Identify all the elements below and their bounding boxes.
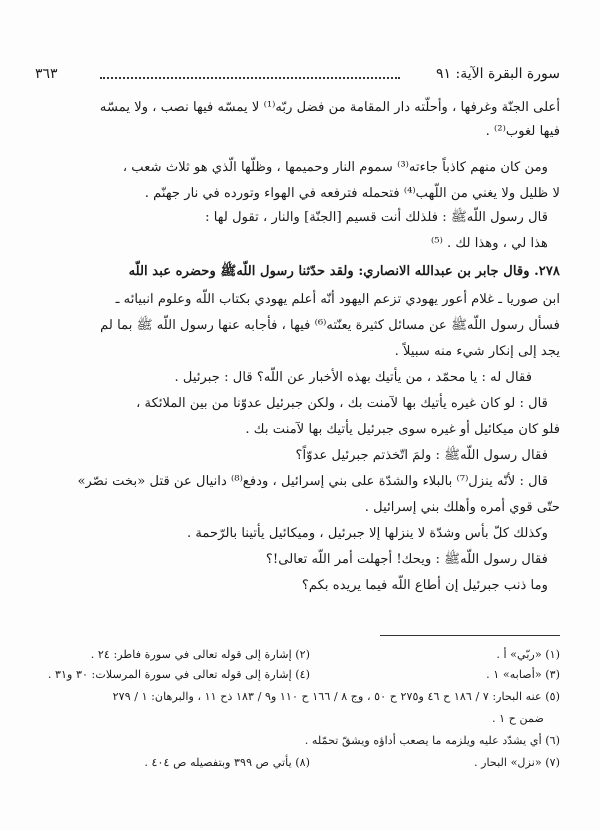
running-header (0, 66, 600, 88)
page-number: ٣٦٣ (35, 66, 58, 82)
text-line: ومن كان منهم كاذباً جاءته⁽³⁾ سموم النار وحميمها ، وظلّها الّذي هو ثلاث شعب ، (122, 160, 548, 175)
text-line: لا ظليل ولا يغني من اللّهب⁽⁴⁾ فتحمله فترفعه في الهواء وتورده في نار جهنّم . (144, 186, 560, 201)
footnote-1: (١) «ربّي» أ . (496, 648, 560, 661)
text-line: فقال له : يا محمّد ، من يأتيك بهذه الأخبار عن اللّه؟ قال : جبرئيل . (174, 370, 532, 385)
text-line: وما ذنب جبرئيل إن أطاع اللّه فيما يريده بكم؟ (301, 578, 548, 593)
text-line: يجد إلى إنكار شيء منه سبيلاً . (394, 344, 560, 359)
text-line: وكذلك كلّ بأس وشدّة لا ينزلها إلا جبرئيل ، وميكائيل يأتينا بالرّحمة . (186, 526, 548, 541)
header-title: سورة البقرة الآية: ٩١ (436, 66, 560, 82)
text-line: هذا لي ، وهذا لك . ⁽⁵⁾ (431, 236, 548, 251)
footnote-5: (٥) عنه البحار: ٧ / ١٨٦ ح ٤٦ و٢٧٥ ح ٥٠ ، وج ٨ / ١٦٦ ح ١١٠ و٩ / ١٨٣ ذح ١١ ، والبرهان: ١ / ٢٧٩ (112, 690, 560, 703)
footnote-separator (380, 635, 560, 636)
footnote-5-continued: ضمن ح ١ . (492, 712, 544, 725)
hadith-heading-line: ٢٧٨. وقال جابر بن عبدالله الانصاري: ولقد حدّثنا رسول اللّهﷺ وحضره عبد اللّه (128, 264, 560, 279)
footnote-6: (٦) أي يشدّد عليه ويلزمه ما يصعب أداؤه ويشقّ تحمّله . (304, 734, 560, 747)
text-line: أعلى الجنّة وغرفها ، وأحلّته دار المقامة من فضل ربّه⁽¹⁾ لا يمسّه فيها نصب ، ولا يمسّه (99, 100, 560, 115)
text-line: فيها لغوب⁽²⁾ . (485, 124, 560, 139)
text-line: قال رسول اللّهﷺ : فلذلك أنت قسيم [الجنّة] والنار ، تقول لها : (205, 210, 548, 225)
footnote-4: (٤) إشارة إلى قوله تعالى في سورة المرسلات: ٣٠ و٣١ . (47, 668, 310, 681)
text-line: قال : لو كان غيره يأتيك بها لآمنت بك ، ولكن جبرئيل عدوّنا من بين الملائكة ، (136, 396, 548, 411)
text-line: ابن صوريا ـ غلام أعور يهودي تزعم اليهود أنّه أعلم يهودي بكتاب اللّه وعلوم انبيائه ـ (115, 292, 560, 307)
text-line: فسأل رسول اللّهﷺ عن مسائل كثيرة يعنّته⁽⁶⁾ فيها ، فأجابه عنها رسول اللّه ﷺ بما لم (100, 318, 560, 333)
footnote-8: (٨) يأتي ص ٣٩٩ وبتفصيله ص ٤٠٤ . (144, 756, 310, 769)
text-line: قال : لأنّه ينزل⁽⁷⁾ بالبلاء والشدّة على بني إسرائيل ، ودفع⁽⁸⁾ دانيال عن قتل «بخت نصّر» (77, 474, 548, 489)
text-line: حتّى قوي أمره وأهلك بني إسرائيل . (364, 500, 560, 515)
header-dotted-rule (100, 77, 400, 79)
text-line: فقال رسول اللّهﷺ : ويحك! أجهلت أمر اللّه تعالى!؟ (265, 552, 548, 567)
footnote-3: (٣) «أصابه» ١ . (486, 668, 560, 681)
footnote-2: (٢) إشارة إلى قوله تعالى في سورة فاطر: ٢٤ . (90, 648, 310, 661)
text-line: فقال رسول اللّهﷺ : ولمَ اتّخذتم جبرئيل عدوّاً؟ (295, 448, 548, 463)
text-line: فلو كان ميكائيل أو غيره سوى جبرئيل يأتيك بها لآمنت بك . (245, 422, 560, 437)
footnote-7: (٧) «نزل» البحار . (473, 756, 560, 769)
